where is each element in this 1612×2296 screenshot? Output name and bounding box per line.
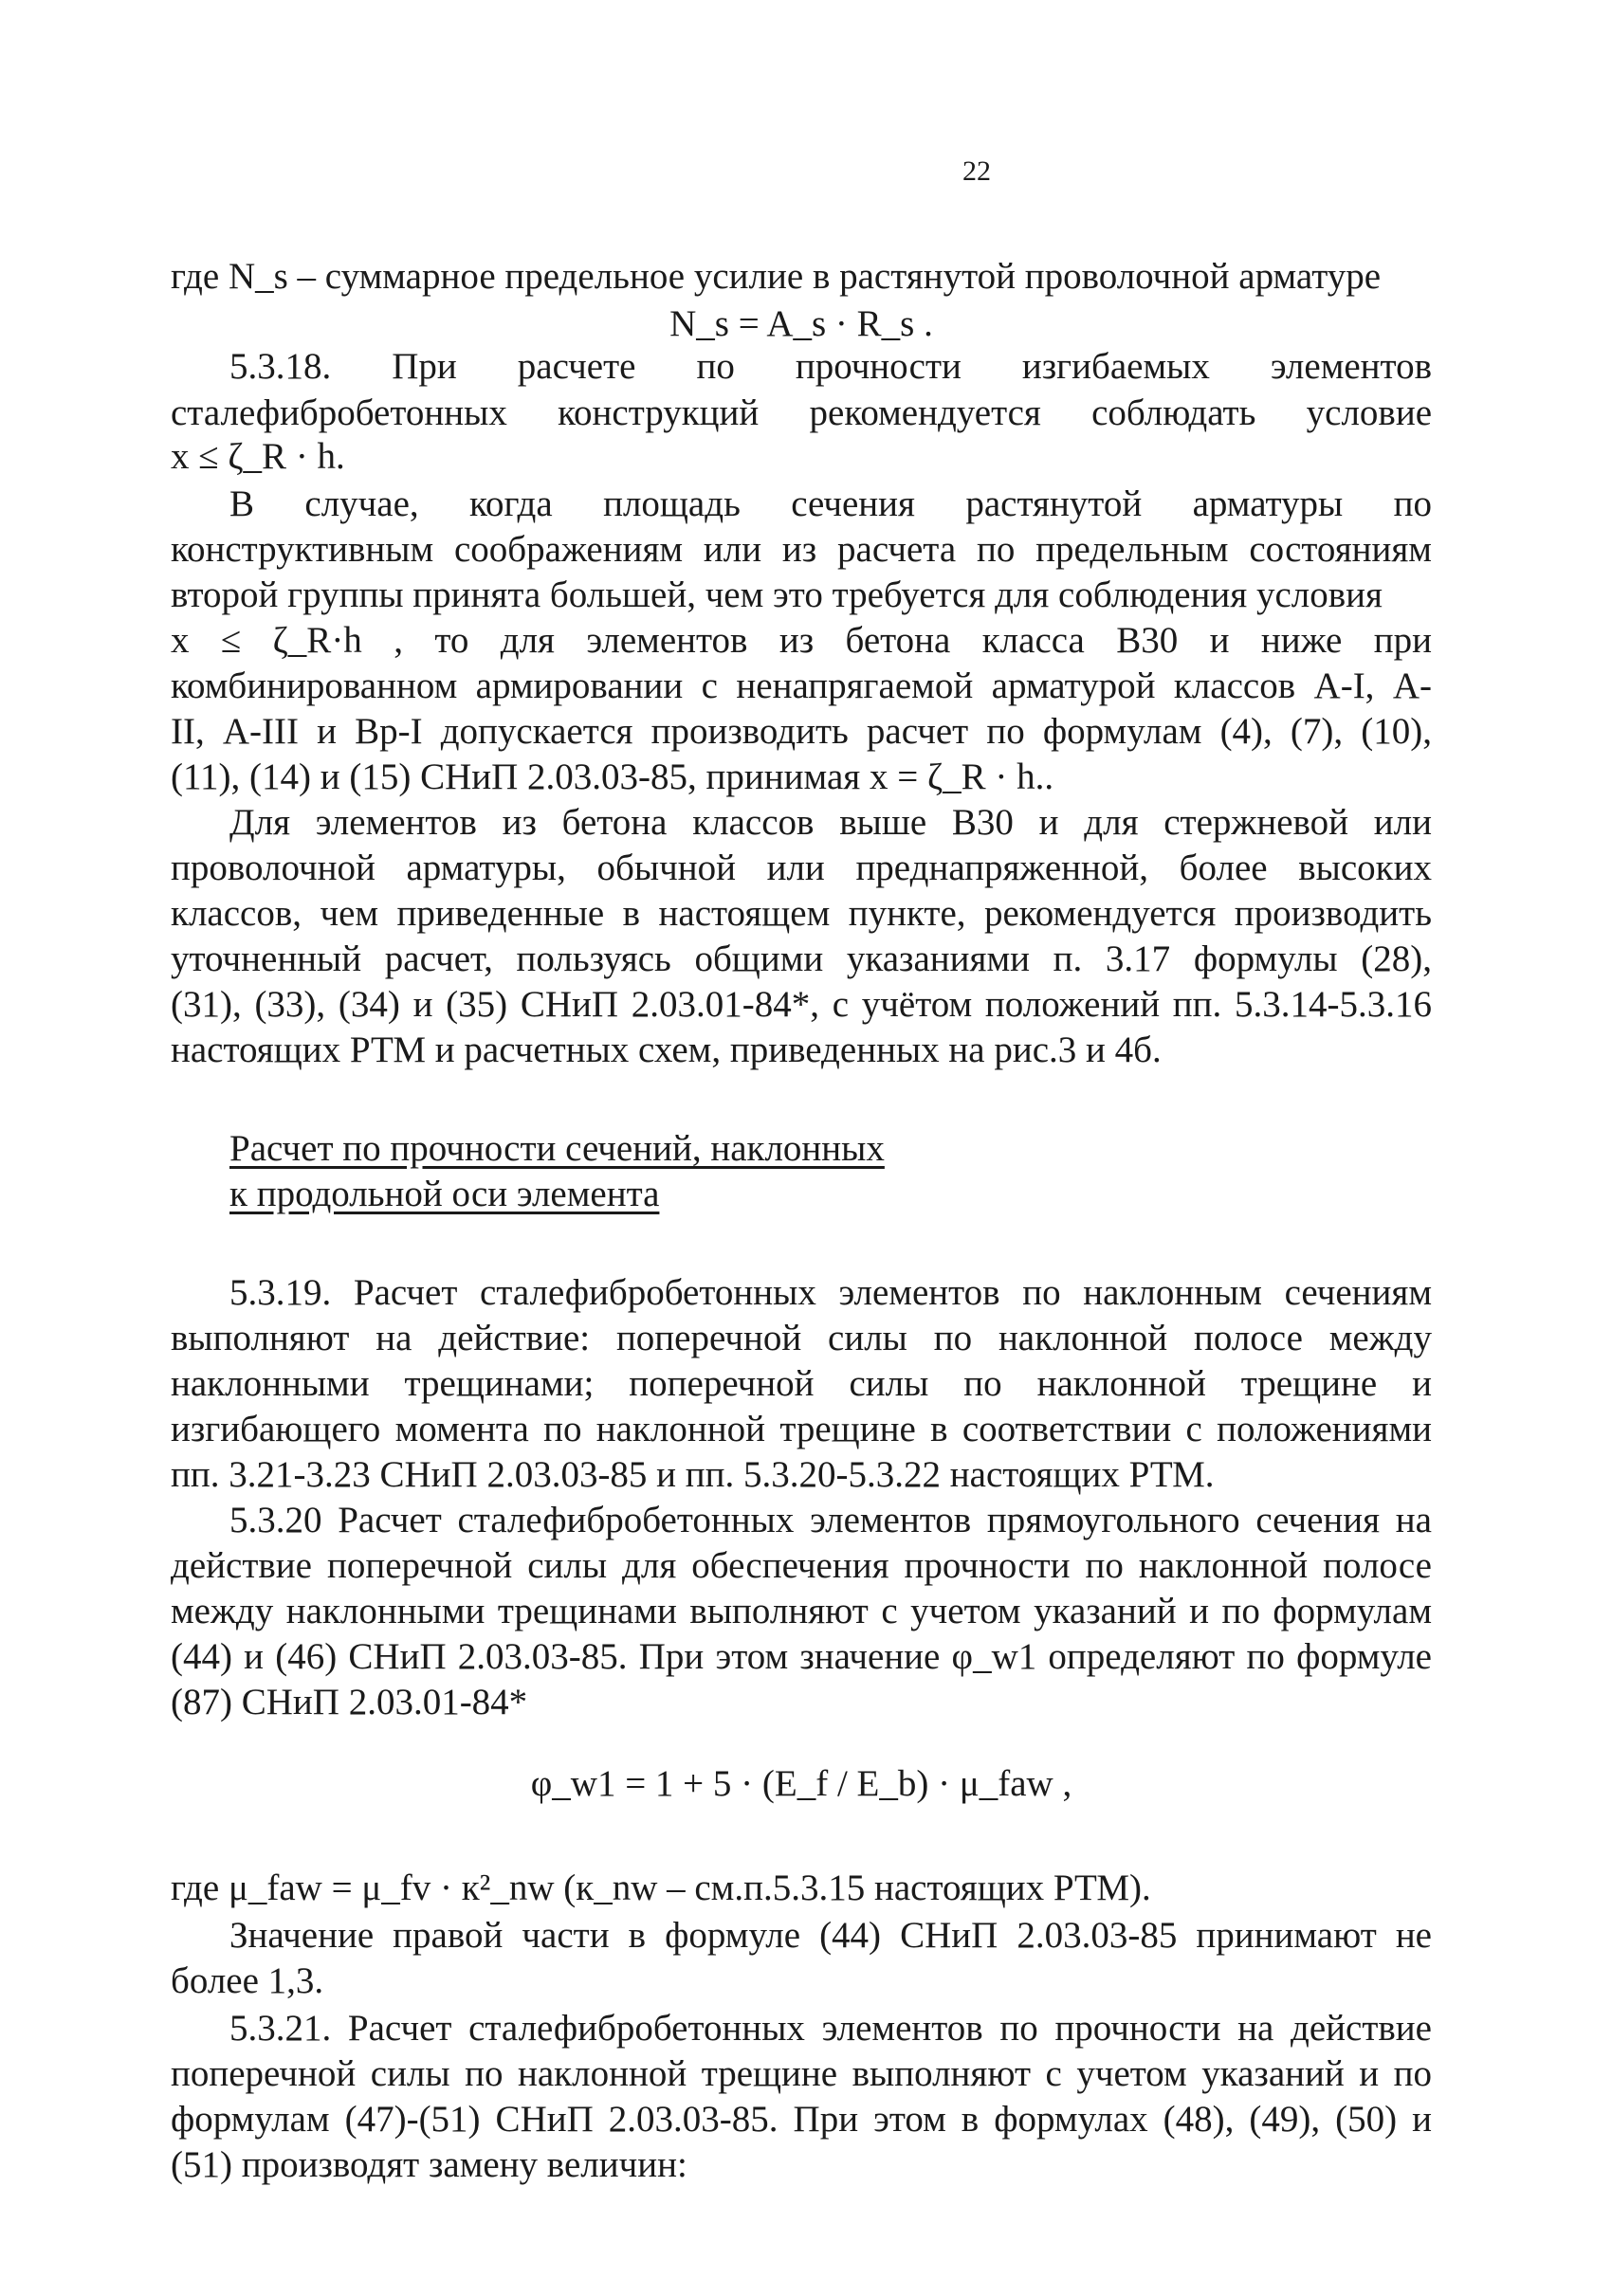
- text-line: x ≤ ζ_R · h.: [171, 436, 345, 477]
- text-line: наклонными трещинами; поперечной силы по наклонной трещине и: [171, 1363, 1432, 1404]
- page-number: 22: [962, 155, 991, 187]
- text-line: сталефибробетонных конструкций рекомендуется соблюдать условие: [171, 392, 1432, 433]
- text-line: поперечной силы по наклонной трещине выполняют с учетом указаний и по: [171, 2053, 1432, 2094]
- text-line: изгибающего момента по наклонной трещине в соответствии с положениями: [171, 1409, 1432, 1449]
- text-line: II, А-III и Вр-I допускается производить расчет по формулам (4), (7), (10),: [171, 711, 1432, 752]
- text-line: x ≤ ζ_R·h , то для элементов из бетона класса В30 и ниже при: [171, 620, 1432, 661]
- paragraph-5-3-18: 5.3.18. При расчете по прочности изгибаемых элементов: [229, 346, 1432, 387]
- document-page: [171, 0, 1432, 2296]
- text-line: действие поперечной силы для обеспечения прочности по наклонной полосе: [171, 1545, 1432, 1586]
- text-line: классов, чем приведенные в настоящем пункте, рекомендуется производить: [171, 893, 1432, 934]
- text-line: комбинированном армировании с ненапрягаемой арматурой классов А-I, А-: [171, 665, 1432, 706]
- text-line: (31), (33), (34) и (35) СНиП 2.03.01-84*, с учётом положений пп. 5.3.14-5.3.16: [171, 984, 1432, 1025]
- text-line: (11), (14) и (15) СНиП 2.03.03-85, принимая x = ζ_R · h..: [171, 756, 1054, 797]
- text-line: где μ_faw = μ_fv · к²_nw (к_nw – см.п.5.3.15 настоящих РТМ).: [171, 1868, 1151, 1908]
- text-line: конструктивным соображениям или из расчета по предельным состояниям: [171, 529, 1432, 570]
- text-line: (87) СНиП 2.03.01-84*: [171, 1682, 528, 1722]
- section-heading: Расчет по прочности сечений, наклонных: [229, 1128, 885, 1169]
- text-line: где N_s – суммарное предельное усилие в растянутой проволочной арматуре: [171, 256, 1382, 297]
- text-line: более 1,3.: [171, 1960, 324, 2001]
- paragraph-5-3-21: 5.3.21. Расчет сталефибробетонных элементов по прочности на действие: [229, 2008, 1432, 2049]
- text-line: пп. 3.21-3.23 СНиП 2.03.03-85 и пп. 5.3.20-5.3.22 настоящих РТМ.: [171, 1454, 1215, 1495]
- paragraph-5-3-20: 5.3.20 Расчет сталефибробетонных элементов прямоугольного сечения на: [229, 1500, 1432, 1540]
- text-line: выполняют на действие: поперечной силы по наклонной полосе между: [171, 1318, 1432, 1358]
- formula-ns: N_s = A_s · R_s .: [669, 303, 933, 344]
- text-line: (51) производят замену величин:: [171, 2144, 687, 2185]
- text-line: второй группы принята большей, чем это требуется для соблюдения условия: [171, 574, 1383, 615]
- text-line: проволочной арматуры, обычной или преднапряженной, более высоких: [171, 847, 1432, 888]
- section-heading: к продольной оси элемента: [229, 1174, 660, 1214]
- formula-phi-w1: φ_w1 = 1 + 5 · (E_f / E_b) · μ_faw ,: [530, 1763, 1072, 1804]
- text-line: Для элементов из бетона классов выше В30 и для стержневой или: [229, 802, 1432, 843]
- text-line: формулам (47)-(51) СНиП 2.03.03-85. При этом в формулах (48), (49), (50) и: [171, 2099, 1432, 2140]
- text-line: настоящих РТМ и расчетных схем, приведенных на рис.3 и 4б.: [171, 1030, 1162, 1070]
- paragraph-5-3-19: 5.3.19. Расчет сталефибробетонных элементов по наклонным сечениям: [229, 1272, 1432, 1313]
- text-line: В случае, когда площадь сечения растянутой арматуры по: [229, 483, 1432, 524]
- text-line: (44) и (46) СНиП 2.03.03-85. При этом значение φ_w1 определяют по формуле: [171, 1636, 1432, 1677]
- text-line: между наклонными трещинами выполняют с учетом указаний и по формулам: [171, 1591, 1432, 1631]
- text-line: Значение правой части в формуле (44) СНиП 2.03.03-85 принимают не: [229, 1915, 1432, 1956]
- text-line: уточненный расчет, пользуясь общими указаниями п. 3.17 формулы (28),: [171, 938, 1432, 979]
